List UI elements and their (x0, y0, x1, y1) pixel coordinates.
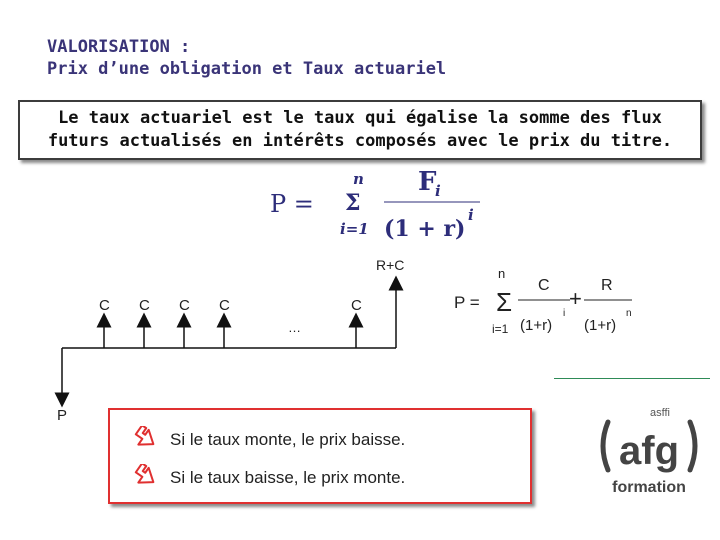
hand-arrow-icon (130, 426, 158, 454)
main-formula-denominator: (1 + r) (384, 216, 466, 242)
detail-formula-lhs: P = (454, 293, 480, 312)
detail-formula-sigma: Σ (496, 287, 513, 317)
afg-formation-logo (590, 396, 710, 506)
detail-formula-sum-lower: i=1 (492, 322, 509, 336)
flow-label-5: C (351, 297, 362, 314)
main-formula-denominator-exp: i (468, 206, 474, 224)
flow-label-3: C (179, 297, 190, 314)
definition-line-1: Le taux actuariel est le taux qui égalise la somme des flux (58, 108, 662, 128)
main-formula-sum-lower: i=1 (340, 220, 369, 238)
flow-label-1: C (99, 297, 110, 314)
definition-line-2: futurs actualisés en intérêts composés avec le prix du titre. (47, 131, 673, 151)
detail-formula (454, 266, 632, 336)
logo-afg: afg (619, 429, 679, 473)
logo-right-bracket (690, 422, 695, 470)
main-formula-numerator: F (418, 167, 437, 197)
final-flow-label: R+C (376, 257, 405, 273)
logo-left-bracket (603, 422, 608, 470)
logo-asffi: asffi (650, 407, 670, 419)
title-line-2: Prix d’une obligation et Taux actuariel (47, 59, 447, 79)
logo-formation: formation (612, 479, 686, 496)
flow-label-2: C (139, 297, 150, 314)
main-formula-sum-upper: n (353, 170, 364, 188)
main-formula-numerator-sub: i (435, 182, 441, 200)
rule-text-1: Si le taux monte, le prix baisse. (170, 430, 406, 449)
main-formula (270, 167, 480, 242)
detail-term2-exp: n (626, 308, 632, 319)
rule-text-2: Si le taux baisse, le prix monte. (170, 468, 406, 487)
rules-box (108, 408, 532, 504)
detail-term2-numerator: R (601, 277, 613, 294)
detail-plus: + (569, 286, 582, 311)
main-formula-sigma: Σ (345, 190, 361, 216)
timeline-ellipsis: … (288, 320, 301, 335)
detail-formula-sum-upper: n (498, 266, 506, 281)
hand-arrow-icon (130, 464, 158, 492)
rule-item-2 (130, 462, 405, 494)
detail-term2-denominator: (1+r) (584, 317, 617, 334)
divider-line (554, 378, 710, 379)
detail-term1-numerator: C (538, 277, 550, 294)
rule-item-1 (130, 424, 405, 456)
detail-term1-exp: i (563, 308, 566, 319)
detail-term1-denominator: (1+r) (520, 317, 553, 334)
main-formula-lhs: P = (270, 190, 314, 218)
title-line-1: VALORISATION : (47, 37, 191, 57)
flow-label-4: C (219, 297, 230, 314)
price-label: P (57, 407, 68, 424)
cash-flow-timeline (57, 257, 404, 424)
